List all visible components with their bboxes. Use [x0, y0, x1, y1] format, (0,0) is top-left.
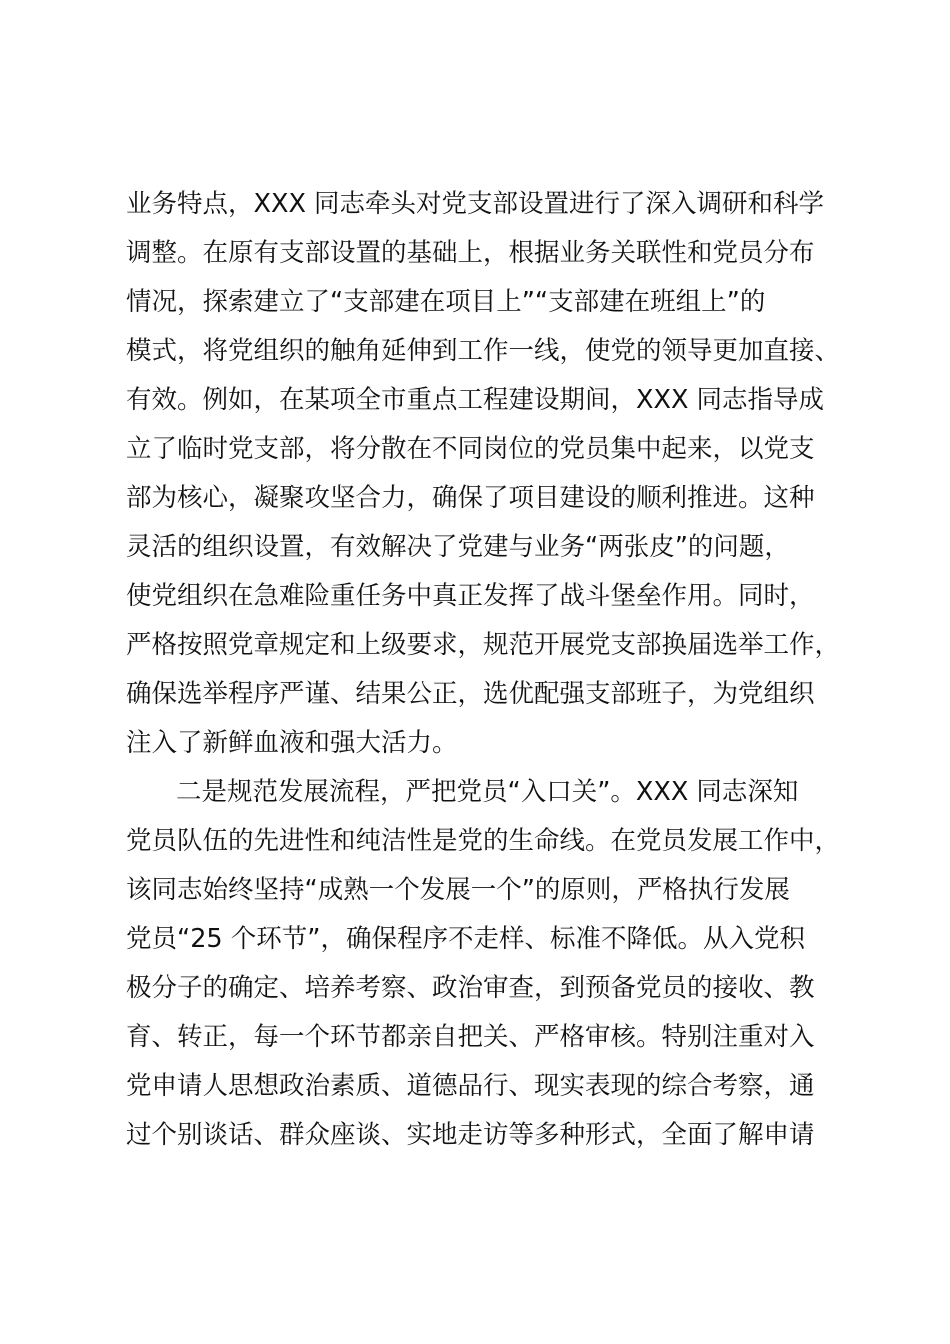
text-line-9: 使党组织在急难险重任务中真正发挥了战斗堡垒作用。同时， — [126, 581, 815, 611]
text-line-14: 党员队伍的先进性和纯洁性是党的生命线。在党员发展工作中， — [126, 826, 841, 856]
text-line-17: 极分子的确定、培养考察、政治审查，到预备党员的接收、教 — [126, 973, 815, 1003]
text-line-12: 注入了新鲜血液和强大活力。 — [126, 728, 458, 758]
text-line-16: 党员“25 个环节”，确保程序不走样、标准不降低。从入党积 — [126, 924, 805, 954]
text-line-4: 模式，将党组织的触角延伸到工作一线，使党的领导更加直接、 — [126, 336, 841, 366]
text-line-3: 情况，探索建立了“支部建在项目上”“支部建在班组上”的 — [126, 287, 766, 317]
text-line-18: 育、转正，每一个环节都亲自把关、严格审核。特别注重对入 — [126, 1022, 815, 1052]
text-line-1: 业务特点，XXX 同志牵头对党支部设置进行了深入调研和科学 — [126, 189, 825, 219]
text-line-6: 立了临时党支部，将分散在不同岗位的党员集中起来，以党支 — [126, 434, 815, 464]
paragraph-start-line: 二是规范发展流程，严把党员“入口关”。XXX 同志深知 — [176, 777, 799, 807]
text-line-2: 调整。在原有支部设置的基础上，根据业务关联性和党员分布 — [126, 238, 815, 268]
text-line-20: 过个别谈话、群众座谈、实地走访等多种形式，全面了解申请 — [126, 1120, 815, 1150]
text-line-15: 该同志始终坚持“成熟一个发展一个”的原则，严格执行发展 — [126, 875, 790, 905]
text-line-19: 党申请人思想政治素质、道德品行、现实表现的综合考察，通 — [126, 1071, 815, 1101]
text-line-7: 部为核心，凝聚攻坚合力，确保了项目建设的顺利推进。这种 — [126, 483, 815, 513]
text-line-10: 严格按照党章规定和上级要求，规范开展党支部换届选举工作， — [126, 630, 841, 660]
text-line-8: 灵活的组织设置，有效解决了党建与业务“两张皮”的问题， — [126, 532, 790, 562]
body-text — [126, 180, 846, 1160]
text-line-5: 有效。例如，在某项全市重点工程建设期间，XXX 同志指导成 — [126, 385, 825, 415]
text-line-11: 确保选举程序严谨、结果公正，选优配强支部班子，为党组织 — [126, 679, 815, 709]
